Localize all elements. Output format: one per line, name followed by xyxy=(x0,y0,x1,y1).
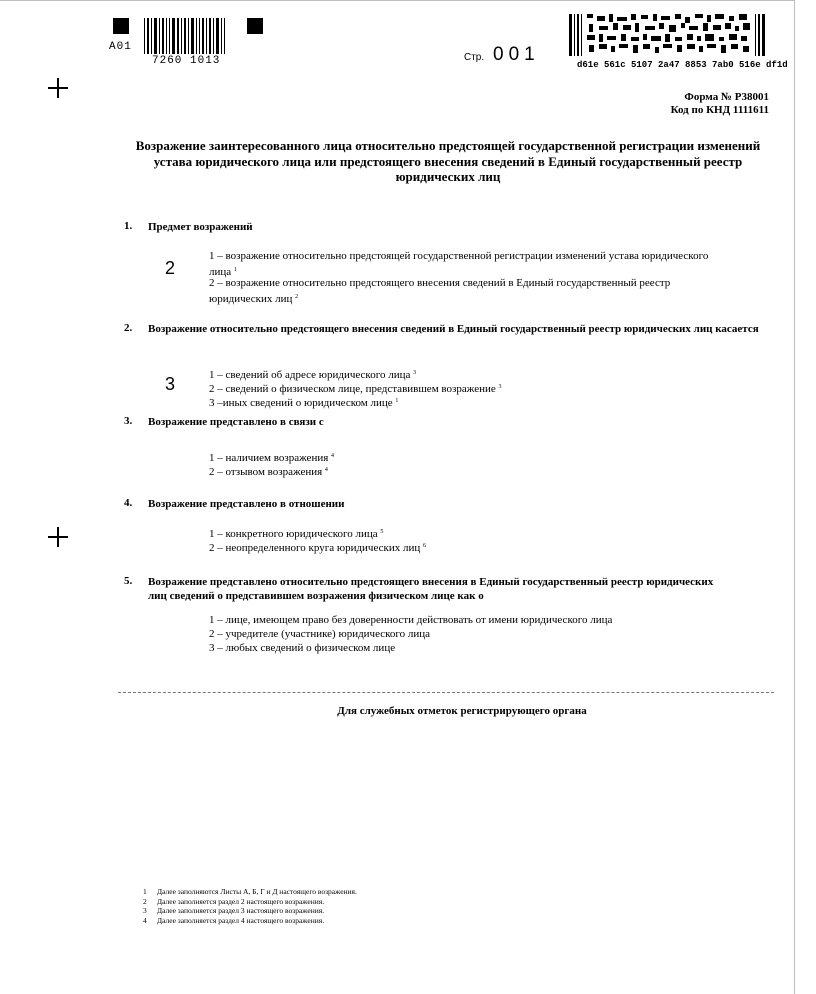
left-barcode xyxy=(144,18,227,54)
section-2-number: 2. xyxy=(124,322,133,334)
form-number: Форма № Р38001 xyxy=(684,91,769,103)
barcode-digits: 7260 1013 xyxy=(152,55,221,67)
section-1-answer-field[interactable]: 2 xyxy=(165,258,176,278)
footnotes xyxy=(143,887,643,927)
barcode-hash-text: d61e 561c 5107 2a47 8853 7ab0 516e df1d xyxy=(577,60,788,70)
section-3-title: Возражение представлено в связи с xyxy=(148,416,324,428)
section-5-option-1: 1 – лице, имеющем право без доверенности действовать от имени юридического лица xyxy=(209,614,613,626)
footnote-3: 3 Далее заполняется раздел 3 настоящего возражения. xyxy=(143,906,325,915)
section-1-option-1: 1 – возражение относительно предстоящей государственной регистрации изменений устава юридического лица $^1$ xyxy=(209,250,709,278)
form-code: A01 xyxy=(109,41,132,53)
section-1-title: Предмет возражений xyxy=(148,221,253,233)
section-3-option-2: 2 – отзывом возражения $^4$ xyxy=(209,466,328,478)
section-4-title: Возражение представлено в отношении xyxy=(148,498,345,510)
footnote-4: 4 Далее заполняется раздел 4 настоящего возражения. xyxy=(143,915,325,925)
section-3-option-1: 1 – наличием возражения $^4$ xyxy=(209,452,335,464)
2d-barcode xyxy=(569,14,765,56)
page-label: Стр. xyxy=(464,52,485,63)
section-2-option-2: 2 – сведений о физическом лице, представившем возражение $^3$ xyxy=(209,383,502,395)
section-4-option-1: 1 – конкретного юридического лица $^5$ xyxy=(209,528,384,540)
section-5-title: Возражение представлено относительно предстоящего внесения в Единый государственный реестр юридических лиц сведений о представившем возражения физическом лице как о xyxy=(148,576,714,602)
knd-code: Код по КНД 1111611 xyxy=(670,104,769,116)
form-info xyxy=(671,91,769,117)
section-4-number: 4. xyxy=(124,497,133,509)
registration-cross-middle xyxy=(48,527,68,547)
section-2-title: Возражение относительно предстоящего внесения сведений в Единый государственный реестр юридических лиц касается xyxy=(148,323,759,335)
registration-cross-top xyxy=(48,78,68,98)
section-4-option-2: 2 – неопределенного круга юридических лиц $^6$ xyxy=(209,542,427,554)
section-2-option-1: 1 – сведений об адресе юридического лица $^3$ xyxy=(209,369,417,381)
corner-marker-left xyxy=(113,18,129,34)
section-1-option-2: 2 – возражение относительно предстоящего внесения сведений в Единый государственный реестр юридических лиц $^2$ xyxy=(209,277,671,305)
section-5-option-2: 2 – учредителе (участнике) юридического лица xyxy=(209,628,431,640)
cut-line xyxy=(118,692,774,693)
section-5-option-3: 3 – любых сведений о физическом лице xyxy=(209,642,396,654)
section-5-number: 5. xyxy=(124,575,133,587)
footnote-1: 1 Далее заполняются Листы А, Б, Г и Д настоящего возражения. xyxy=(143,887,357,896)
corner-marker-right xyxy=(247,18,263,34)
footnote-2: 2 Далее заполняется раздел 2 настоящего возражения. xyxy=(143,896,325,906)
page-number: 001 xyxy=(493,44,540,65)
section-2-option-3: 3 –иных сведений о юридическом лице $^1$ xyxy=(209,397,399,409)
section-3-number: 3. xyxy=(124,415,133,427)
service-marks-heading: Для служебных отметок регистрирующего органа xyxy=(337,705,587,717)
section-1-number: 1. xyxy=(124,220,133,232)
document-title: Возражение заинтересованного лица относительно предстоящей государственной регистрации изменений устава юридического лица или предстоящего внесения сведений в Единый государственный реестр юридических лиц xyxy=(135,138,761,184)
section-2-answer-field[interactable]: 3 xyxy=(165,374,176,394)
